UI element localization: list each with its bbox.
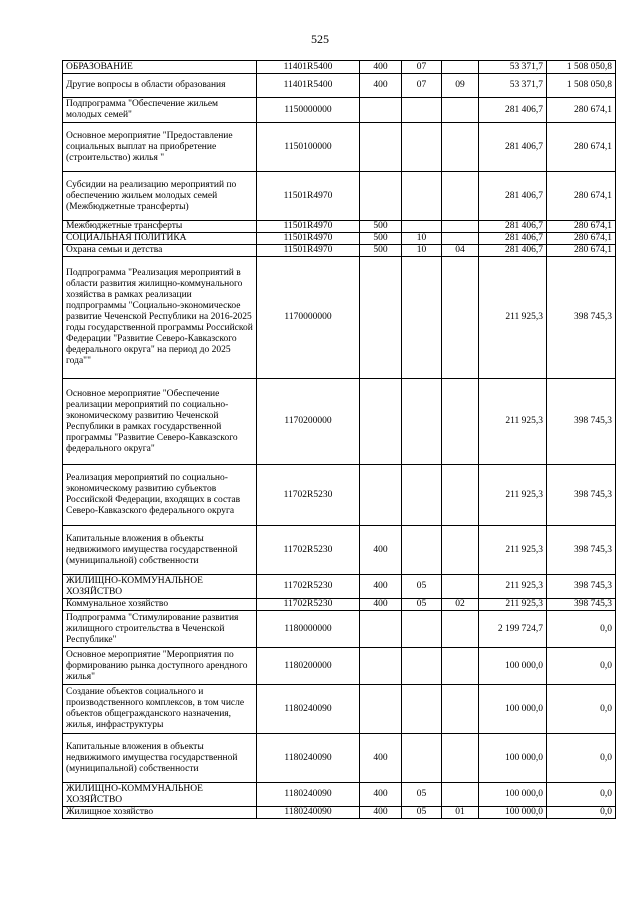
row-amount-1: 281 406,7 <box>479 221 547 233</box>
row-amount-2: 0,0 <box>547 611 616 648</box>
table-row <box>63 172 616 221</box>
row-section <box>402 526 442 575</box>
row-section <box>402 257 442 379</box>
row-section <box>402 172 442 221</box>
row-name: ОБРАЗОВАНИЕ <box>63 61 257 74</box>
table-row <box>63 611 616 648</box>
row-code: 1180240090 <box>257 685 360 734</box>
row-amount-1: 100 000,0 <box>479 734 547 783</box>
row-section <box>402 611 442 648</box>
row-amount-2: 398 745,3 <box>547 379 616 465</box>
row-name: Капитальные вложения в объекты недвижимого имущества государственной (муниципальной) собственности <box>63 526 257 575</box>
row-section: 05 <box>402 575 442 599</box>
table-row <box>63 734 616 783</box>
table-row <box>63 98 616 123</box>
row-amount-1: 211 925,3 <box>479 257 547 379</box>
row-subsection <box>442 257 479 379</box>
row-name: ЖИЛИЩНО-КОММУНАЛЬНОЕ ХОЗЯЙСТВО <box>63 783 257 807</box>
row-section <box>402 685 442 734</box>
row-amount-2: 398 745,3 <box>547 526 616 575</box>
table-row <box>63 648 616 685</box>
row-code: 1180000000 <box>257 611 360 648</box>
row-expense-type <box>360 257 402 379</box>
row-expense-type <box>360 685 402 734</box>
row-subsection <box>442 233 479 245</box>
row-code: 11501R4970 <box>257 233 360 245</box>
row-code: 1180240090 <box>257 783 360 807</box>
row-subsection <box>442 123 479 172</box>
row-name: Подпрограмма "Обеспечение жильем молодых семей" <box>63 98 257 123</box>
row-name: Жилищное хозяйство <box>63 807 257 819</box>
row-subsection <box>442 221 479 233</box>
row-code: 11401R5400 <box>257 61 360 74</box>
row-subsection <box>442 648 479 685</box>
row-name: Другие вопросы в области образования <box>63 74 257 98</box>
row-amount-1: 281 406,7 <box>479 123 547 172</box>
row-name: Капитальные вложения в объекты недвижимого имущества государственной (муниципальной) собственности <box>63 734 257 783</box>
row-amount-1: 100 000,0 <box>479 807 547 819</box>
row-amount-2: 0,0 <box>547 807 616 819</box>
row-amount-2: 280 674,1 <box>547 172 616 221</box>
row-subsection: 02 <box>442 599 479 611</box>
row-subsection <box>442 783 479 807</box>
row-amount-2: 1 508 050,8 <box>547 61 616 74</box>
table-row <box>63 807 616 819</box>
table-row <box>63 465 616 526</box>
row-amount-1: 53 371,7 <box>479 61 547 74</box>
row-section <box>402 465 442 526</box>
row-amount-2: 280 674,1 <box>547 245 616 257</box>
row-subsection <box>442 465 479 526</box>
row-name: Субсидии на реализацию мероприятий по обеспечению жильем молодых семей (Межбюджетные трансферты) <box>63 172 257 221</box>
row-section: 10 <box>402 245 442 257</box>
row-amount-1: 100 000,0 <box>479 648 547 685</box>
row-amount-2: 0,0 <box>547 734 616 783</box>
row-expense-type: 500 <box>360 245 402 257</box>
row-amount-2: 0,0 <box>547 648 616 685</box>
row-amount-1: 211 925,3 <box>479 379 547 465</box>
row-subsection: 09 <box>442 74 479 98</box>
row-code: 1150000000 <box>257 98 360 123</box>
row-name: Подпрограмма "Реализация мероприятий в области развития жилищно-коммунального хозяйства в рамках реализации подпрограммы "Социально-экономическое развитие Чеченской Республики на 2016-2025 годы государственной программы Российской Федерации "Развитие Северо-Кавказского федерального округа" на период до 2025 года"" <box>63 257 257 379</box>
row-expense-type: 400 <box>360 526 402 575</box>
row-code: 11702R5230 <box>257 465 360 526</box>
row-section <box>402 221 442 233</box>
row-amount-2: 398 745,3 <box>547 257 616 379</box>
table-row <box>63 575 616 599</box>
row-name: Создание объектов социального и производственного комплексов, в том числе объектов общегражданского назначения, жилья, инфраструктуры <box>63 685 257 734</box>
row-name: Основное мероприятие "Обеспечение реализации мероприятий по социально-экономическому развитию Чеченской Республики в рамках государственной программы "Развитие Северо-Кавказского федерального округа" <box>63 379 257 465</box>
row-amount-1: 281 406,7 <box>479 233 547 245</box>
row-code: 11702R5230 <box>257 599 360 611</box>
row-code: 11702R5230 <box>257 526 360 575</box>
row-amount-1: 281 406,7 <box>479 245 547 257</box>
row-section: 07 <box>402 61 442 74</box>
row-expense-type <box>360 465 402 526</box>
table-row <box>63 123 616 172</box>
budget-table <box>62 60 616 819</box>
row-amount-1: 281 406,7 <box>479 98 547 123</box>
budget-table-body <box>63 61 616 819</box>
row-amount-2: 398 745,3 <box>547 599 616 611</box>
table-row <box>63 257 616 379</box>
row-name: Реализация мероприятий по социально-экономическому развитию субъектов Российской Федерации, входящих в состав Северо-Кавказского федерального округа <box>63 465 257 526</box>
row-subsection <box>442 575 479 599</box>
row-expense-type <box>360 379 402 465</box>
row-name: ЖИЛИЩНО-КОММУНАЛЬНОЕ ХОЗЯЙСТВО <box>63 575 257 599</box>
row-expense-type: 500 <box>360 221 402 233</box>
row-code: 11401R5400 <box>257 74 360 98</box>
row-code: 11702R5230 <box>257 575 360 599</box>
row-amount-1: 211 925,3 <box>479 599 547 611</box>
row-code: 1180200000 <box>257 648 360 685</box>
row-name: СОЦИАЛЬНАЯ ПОЛИТИКА <box>63 233 257 245</box>
row-expense-type <box>360 123 402 172</box>
row-subsection <box>442 98 479 123</box>
row-expense-type: 400 <box>360 783 402 807</box>
row-section: 05 <box>402 807 442 819</box>
row-code: 1180240090 <box>257 734 360 783</box>
row-amount-2: 280 674,1 <box>547 123 616 172</box>
row-expense-type <box>360 611 402 648</box>
row-subsection <box>442 526 479 575</box>
table-row <box>63 379 616 465</box>
row-section: 07 <box>402 74 442 98</box>
row-amount-1: 211 925,3 <box>479 465 547 526</box>
table-row <box>63 74 616 98</box>
table-row <box>63 221 616 233</box>
row-subsection <box>442 734 479 783</box>
row-code: 11501R4970 <box>257 221 360 233</box>
row-expense-type: 400 <box>360 61 402 74</box>
row-expense-type: 400 <box>360 575 402 599</box>
row-code: 11501R4970 <box>257 245 360 257</box>
row-expense-type: 500 <box>360 233 402 245</box>
table-row <box>63 599 616 611</box>
row-code: 11501R4970 <box>257 172 360 221</box>
row-amount-2: 398 745,3 <box>547 575 616 599</box>
row-section <box>402 379 442 465</box>
row-amount-1: 100 000,0 <box>479 783 547 807</box>
row-section: 10 <box>402 233 442 245</box>
row-section: 05 <box>402 783 442 807</box>
table-row <box>63 526 616 575</box>
row-name: Коммунальное хозяйство <box>63 599 257 611</box>
table-row <box>63 685 616 734</box>
row-amount-2: 280 674,1 <box>547 98 616 123</box>
row-expense-type: 400 <box>360 599 402 611</box>
row-amount-1: 211 925,3 <box>479 575 547 599</box>
table-row <box>63 61 616 74</box>
row-name: Межбюджетные трансферты <box>63 221 257 233</box>
row-expense-type <box>360 648 402 685</box>
row-subsection <box>442 379 479 465</box>
row-expense-type <box>360 98 402 123</box>
row-amount-2: 280 674,1 <box>547 221 616 233</box>
row-expense-type <box>360 172 402 221</box>
row-amount-2: 0,0 <box>547 783 616 807</box>
row-section <box>402 648 442 685</box>
row-expense-type: 400 <box>360 734 402 783</box>
row-subsection <box>442 611 479 648</box>
row-name: Основное мероприятие "Мероприятия по формированию рынка доступного арендного жилья" <box>63 648 257 685</box>
row-code: 1150100000 <box>257 123 360 172</box>
row-code: 1170000000 <box>257 257 360 379</box>
row-amount-2: 1 508 050,8 <box>547 74 616 98</box>
row-amount-2: 280 674,1 <box>547 233 616 245</box>
row-amount-1: 100 000,0 <box>479 685 547 734</box>
row-subsection: 04 <box>442 245 479 257</box>
row-name: Основное мероприятие "Предоставление социальных выплат на приобретение (строительство) жилья " <box>63 123 257 172</box>
row-expense-type: 400 <box>360 807 402 819</box>
row-amount-1: 211 925,3 <box>479 526 547 575</box>
row-name: Подпрограмма "Стимулирование развития жилищного строительства в Чеченской Республике" <box>63 611 257 648</box>
row-subsection <box>442 61 479 74</box>
row-amount-1: 53 371,7 <box>479 74 547 98</box>
row-subsection: 01 <box>442 807 479 819</box>
row-section <box>402 123 442 172</box>
row-code: 1180240090 <box>257 807 360 819</box>
row-subsection <box>442 685 479 734</box>
row-section <box>402 98 442 123</box>
row-amount-1: 2 199 724,7 <box>479 611 547 648</box>
row-name: Охрана семьи и детства <box>63 245 257 257</box>
row-section <box>402 734 442 783</box>
row-amount-1: 281 406,7 <box>479 172 547 221</box>
page-number: 525 <box>311 32 329 46</box>
row-subsection <box>442 172 479 221</box>
table-row <box>63 245 616 257</box>
row-code: 1170200000 <box>257 379 360 465</box>
row-section: 05 <box>402 599 442 611</box>
table-row <box>63 233 616 245</box>
row-expense-type: 400 <box>360 74 402 98</box>
table-row <box>63 783 616 807</box>
row-amount-2: 0,0 <box>547 685 616 734</box>
row-amount-2: 398 745,3 <box>547 465 616 526</box>
